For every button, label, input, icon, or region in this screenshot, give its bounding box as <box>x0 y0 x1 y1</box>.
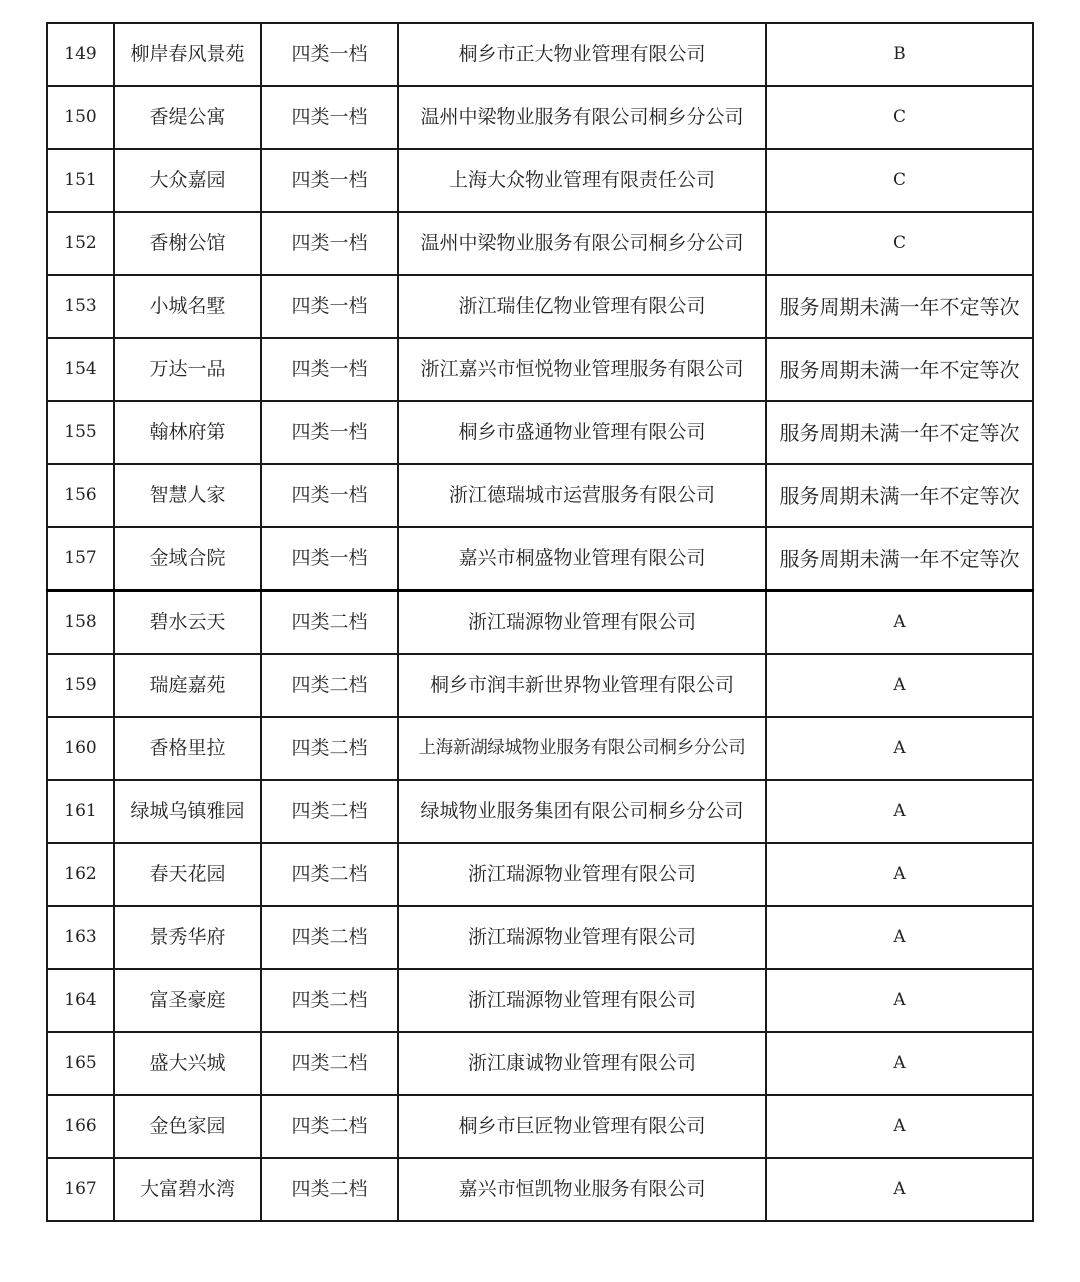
category-cell: 四类一档 <box>261 149 398 212</box>
table-row <box>47 717 1033 780</box>
category-cell: 四类一档 <box>261 275 398 338</box>
community-name-cell: 春天花园 <box>114 843 261 906</box>
row-number-cell: 166 <box>47 1095 114 1158</box>
row-number-cell: 157 <box>47 527 114 591</box>
community-name-cell: 小城名墅 <box>114 275 261 338</box>
table-row <box>47 780 1033 843</box>
table-row <box>47 591 1033 655</box>
table-row <box>47 1095 1033 1158</box>
table-row <box>47 338 1033 401</box>
property-company-cell: 浙江瑞源物业管理有限公司 <box>398 969 766 1032</box>
community-name-cell: 香榭公馆 <box>114 212 261 275</box>
row-number-cell: 149 <box>47 23 114 86</box>
community-name-cell: 碧水云天 <box>114 591 261 655</box>
row-number-cell: 151 <box>47 149 114 212</box>
table-body <box>47 23 1033 1221</box>
community-name-cell: 大富碧水湾 <box>114 1158 261 1221</box>
category-cell: 四类二档 <box>261 780 398 843</box>
property-company-cell: 嘉兴市桐盛物业管理有限公司 <box>398 527 766 591</box>
community-name-cell: 香缇公寓 <box>114 86 261 149</box>
table-row <box>47 23 1033 86</box>
community-name-cell: 瑞庭嘉苑 <box>114 654 261 717</box>
property-company-cell: 桐乡市正大物业管理有限公司 <box>398 23 766 86</box>
row-number-cell: 164 <box>47 969 114 1032</box>
table-row <box>47 969 1033 1032</box>
category-cell: 四类二档 <box>261 906 398 969</box>
property-company-cell: 浙江嘉兴市恒悦物业管理服务有限公司 <box>398 338 766 401</box>
property-company-cell: 绿城物业服务集团有限公司桐乡分公司 <box>398 780 766 843</box>
rating-cell: C <box>766 149 1033 212</box>
community-name-cell: 柳岸春风景苑 <box>114 23 261 86</box>
rating-cell: 服务周期未满一年不定等次 <box>766 527 1033 591</box>
community-name-cell: 翰林府第 <box>114 401 261 464</box>
rating-cell: A <box>766 906 1033 969</box>
category-cell: 四类二档 <box>261 654 398 717</box>
property-company-cell: 浙江瑞源物业管理有限公司 <box>398 591 766 655</box>
row-number-cell: 153 <box>47 275 114 338</box>
property-company-cell: 嘉兴市恒凯物业服务有限公司 <box>398 1158 766 1221</box>
community-name-cell: 金色家园 <box>114 1095 261 1158</box>
category-cell: 四类二档 <box>261 1095 398 1158</box>
rating-cell: A <box>766 843 1033 906</box>
property-company-cell: 浙江瑞源物业管理有限公司 <box>398 906 766 969</box>
row-number-cell: 160 <box>47 717 114 780</box>
property-company-cell: 温州中梁物业服务有限公司桐乡分公司 <box>398 86 766 149</box>
table-row <box>47 275 1033 338</box>
row-number-cell: 165 <box>47 1032 114 1095</box>
category-cell: 四类一档 <box>261 401 398 464</box>
rating-cell: C <box>766 86 1033 149</box>
table-row <box>47 843 1033 906</box>
row-number-cell: 162 <box>47 843 114 906</box>
table-row <box>47 149 1033 212</box>
row-number-cell: 154 <box>47 338 114 401</box>
row-number-cell: 159 <box>47 654 114 717</box>
table-row <box>47 1032 1033 1095</box>
community-name-cell: 大众嘉园 <box>114 149 261 212</box>
property-company-cell: 桐乡市润丰新世界物业管理有限公司 <box>398 654 766 717</box>
property-company-cell: 上海新湖绿城物业服务有限公司桐乡分公司 <box>398 717 766 780</box>
category-cell: 四类二档 <box>261 1032 398 1095</box>
property-rating-table <box>46 22 1034 1222</box>
rating-cell: C <box>766 212 1033 275</box>
category-cell: 四类一档 <box>261 527 398 591</box>
row-number-cell: 167 <box>47 1158 114 1221</box>
row-number-cell: 161 <box>47 780 114 843</box>
community-name-cell: 绿城乌镇雅园 <box>114 780 261 843</box>
category-cell: 四类一档 <box>261 23 398 86</box>
community-name-cell: 金域合院 <box>114 527 261 591</box>
rating-cell: A <box>766 654 1033 717</box>
property-company-cell: 浙江康诚物业管理有限公司 <box>398 1032 766 1095</box>
category-cell: 四类一档 <box>261 212 398 275</box>
property-company-cell: 桐乡市巨匠物业管理有限公司 <box>398 1095 766 1158</box>
category-cell: 四类二档 <box>261 591 398 655</box>
row-number-cell: 152 <box>47 212 114 275</box>
rating-cell: 服务周期未满一年不定等次 <box>766 464 1033 527</box>
property-company-cell: 上海大众物业管理有限责任公司 <box>398 149 766 212</box>
rating-cell: A <box>766 717 1033 780</box>
category-cell: 四类二档 <box>261 969 398 1032</box>
community-name-cell: 盛大兴城 <box>114 1032 261 1095</box>
table-row <box>47 212 1033 275</box>
category-cell: 四类一档 <box>261 86 398 149</box>
property-company-cell: 浙江德瑞城市运营服务有限公司 <box>398 464 766 527</box>
table-row <box>47 654 1033 717</box>
rating-cell: 服务周期未满一年不定等次 <box>766 338 1033 401</box>
table-row <box>47 1158 1033 1221</box>
rating-cell: 服务周期未满一年不定等次 <box>766 275 1033 338</box>
table-row <box>47 86 1033 149</box>
community-name-cell: 智慧人家 <box>114 464 261 527</box>
property-company-cell: 桐乡市盛通物业管理有限公司 <box>398 401 766 464</box>
table-row <box>47 527 1033 591</box>
community-name-cell: 万达一品 <box>114 338 261 401</box>
property-company-cell: 浙江瑞源物业管理有限公司 <box>398 843 766 906</box>
table-row <box>47 464 1033 527</box>
row-number-cell: 155 <box>47 401 114 464</box>
row-number-cell: 156 <box>47 464 114 527</box>
rating-cell: A <box>766 1158 1033 1221</box>
row-number-cell: 163 <box>47 906 114 969</box>
community-name-cell: 富圣豪庭 <box>114 969 261 1032</box>
category-cell: 四类一档 <box>261 464 398 527</box>
table-row <box>47 401 1033 464</box>
rating-cell: A <box>766 969 1033 1032</box>
row-number-cell: 150 <box>47 86 114 149</box>
property-company-cell: 浙江瑞佳亿物业管理有限公司 <box>398 275 766 338</box>
rating-cell: A <box>766 780 1033 843</box>
community-name-cell: 景秀华府 <box>114 906 261 969</box>
rating-cell: 服务周期未满一年不定等次 <box>766 401 1033 464</box>
rating-cell: A <box>766 591 1033 655</box>
category-cell: 四类二档 <box>261 1158 398 1221</box>
category-cell: 四类二档 <box>261 843 398 906</box>
table-row <box>47 906 1033 969</box>
rating-cell: A <box>766 1095 1033 1158</box>
property-company-cell: 温州中梁物业服务有限公司桐乡分公司 <box>398 212 766 275</box>
category-cell: 四类二档 <box>261 717 398 780</box>
category-cell: 四类一档 <box>261 338 398 401</box>
community-name-cell: 香格里拉 <box>114 717 261 780</box>
row-number-cell: 158 <box>47 591 114 655</box>
rating-cell: A <box>766 1032 1033 1095</box>
rating-cell: B <box>766 23 1033 86</box>
